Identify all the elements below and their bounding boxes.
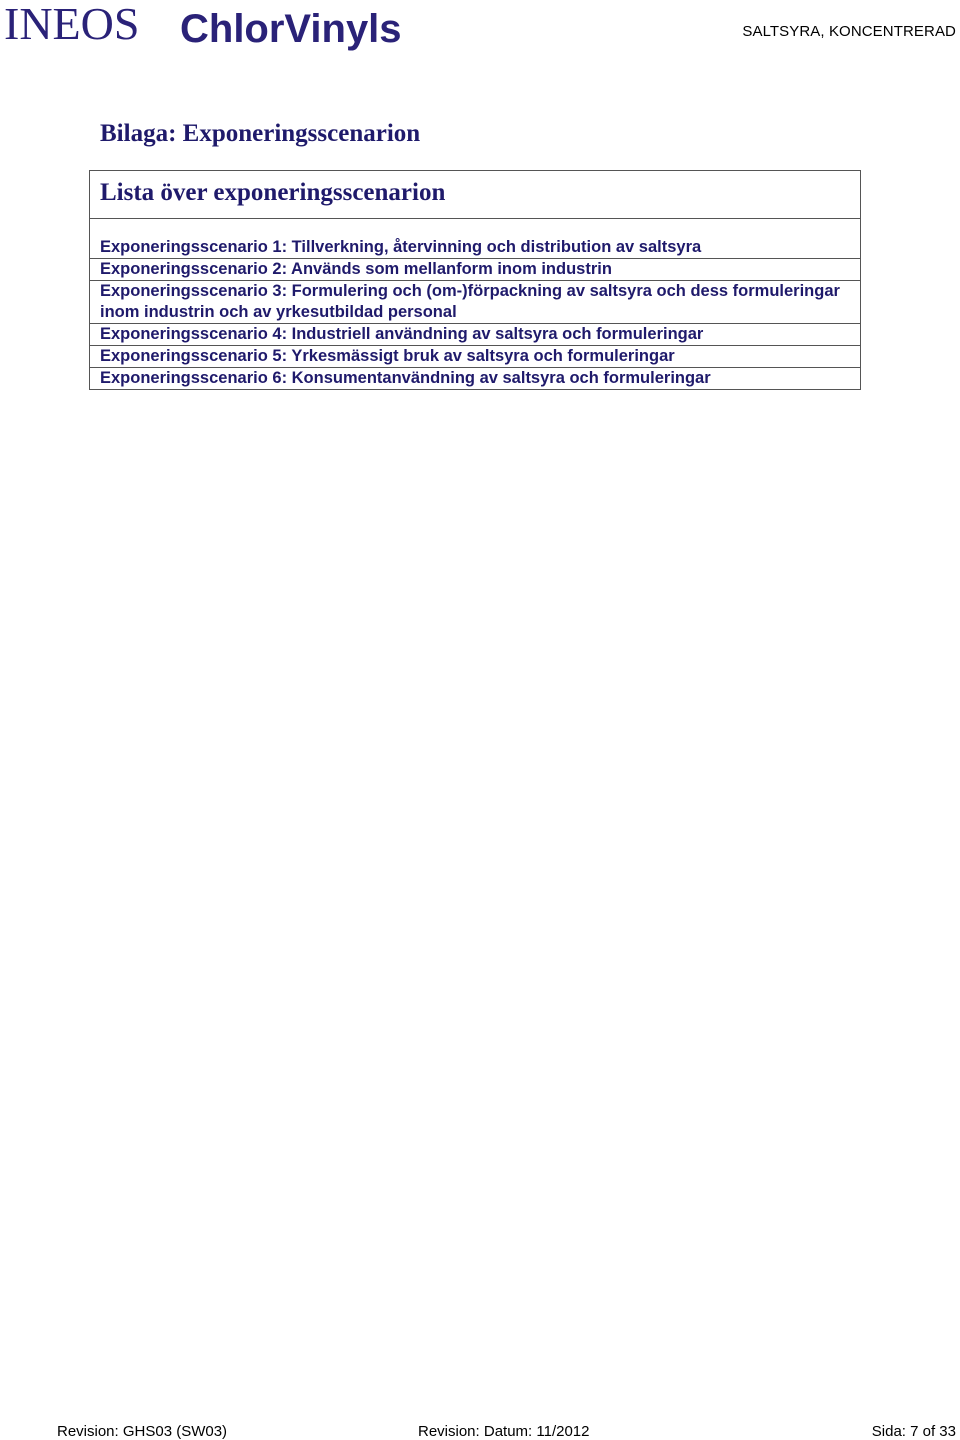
scenario-list-title-text: Lista över exponeringsscenarion [100, 179, 446, 206]
footer-revision: Revision: GHS03 (SW03) [57, 1423, 228, 1440]
product-name: SALTSYRA, KONCENTRERAD [742, 23, 956, 40]
scenario-list [90, 219, 860, 389]
scenario-item: Exponeringsscenario 4: Industriell användning av saltsyra och formuleringar [90, 324, 860, 346]
logo-brand-text: ChlorVinyls [180, 7, 402, 51]
scenario-item: Exponeringsscenario 5: Yrkesmässigt bruk av saltsyra och formuleringar [90, 346, 860, 368]
scenario-item: Exponeringsscenario 3: Formulering och (om-)förpackning av saltsyra och dess formuleringar inom industrin och av yrkesutbildad personal [90, 281, 860, 324]
scenario-item: Exponeringsscenario 1: Tillverkning, återvinning och distribution av saltsyra [90, 219, 860, 259]
ineos-chlorvinyls-logo [4, 0, 404, 52]
scenario-list-title [90, 171, 860, 219]
page-footer [0, 1420, 960, 1440]
page-header [0, 0, 960, 60]
scenario-item: Exponeringsscenario 2: Används som mellanform inom industrin [90, 259, 860, 281]
logo-ineos-text: INEOS [4, 0, 140, 49]
annex-title: Bilaga: Exponeringsscenarion [100, 120, 421, 147]
scenario-list-box [89, 170, 861, 390]
footer-page-number: Sida: 7 of 33 [871, 1423, 956, 1440]
scenario-item: Exponeringsscenario 6: Konsumentanvändning av saltsyra och formuleringar [100, 369, 711, 387]
footer-revision-date: Revision: Datum: 11/2012 [418, 1423, 590, 1440]
